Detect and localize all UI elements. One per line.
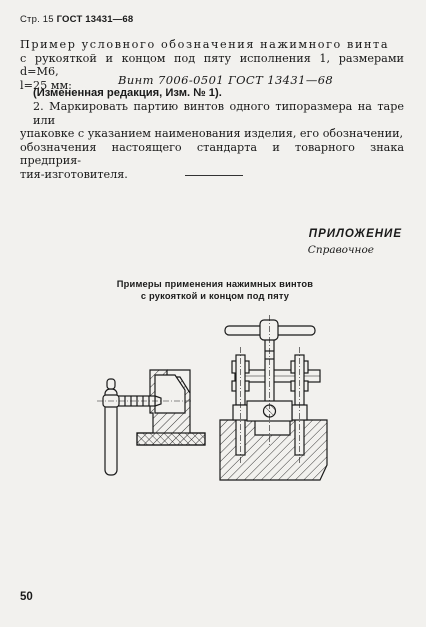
appendix-note: Справочное bbox=[307, 244, 374, 256]
figure-caption-line-1: Примеры применения нажимных винтов bbox=[116, 279, 314, 289]
left-assembly bbox=[97, 370, 205, 475]
example-line-1: Пример условного обозначения нажимного винта bbox=[20, 38, 390, 51]
example-line-3: l=25 мм: bbox=[20, 78, 72, 92]
standard-code: ГОСТ 13431—68 bbox=[56, 14, 134, 25]
section-divider bbox=[185, 175, 243, 176]
technical-drawing bbox=[95, 315, 340, 490]
clause-line-4: тия-изготовителя. bbox=[20, 167, 128, 181]
clause-line-2: упаковке с указанием наименования изделия, его обозначении, bbox=[20, 127, 404, 140]
marking-clause bbox=[20, 100, 404, 181]
page-header bbox=[20, 14, 133, 25]
page-label: Стр. 15 bbox=[20, 14, 54, 25]
page-number: 50 bbox=[20, 591, 33, 603]
designation-formula: Винт 7006-0501 ГОСТ 13431—68 bbox=[118, 73, 334, 87]
example-line-2: с рукояткой и концом под пяту исполнения 1, размерами d=M6, bbox=[20, 51, 404, 78]
right-assembly bbox=[220, 315, 327, 480]
figure-caption-line-2: с рукояткой и концом под пяту bbox=[140, 291, 290, 301]
appendix-title: ПРИЛОЖЕНИЕ bbox=[308, 228, 402, 240]
clause-line-1: 2. Маркировать партию винтов одного типоразмера на таре или bbox=[33, 100, 404, 127]
figure-caption bbox=[110, 278, 320, 302]
amendment-note: (Измененная редакция, Изм. № 1). bbox=[33, 87, 222, 99]
clause-line-3: обозначения настоящего стандарта и товарного знака предприя- bbox=[20, 140, 404, 167]
